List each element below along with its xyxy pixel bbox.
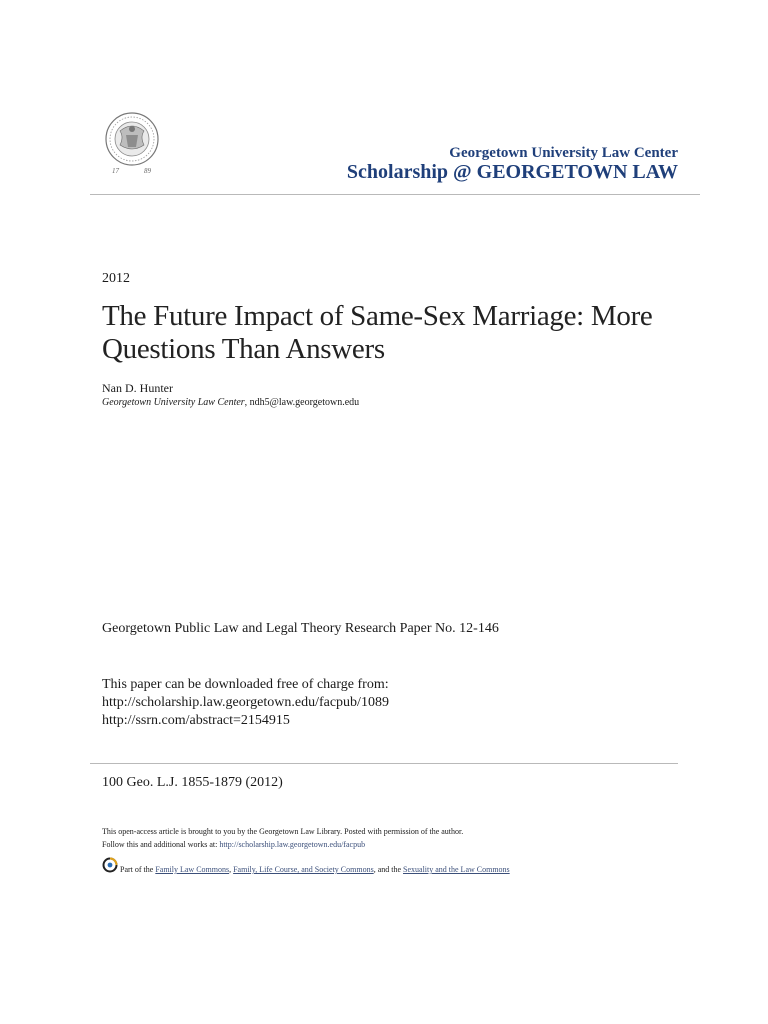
author-email: , ndh5@law.georgetown.edu [244,397,360,408]
publication-year: 2012 [102,271,130,286]
download-url-ssrn[interactable]: http://ssrn.com/abstract=2154915 [102,713,290,728]
institution-name: Georgetown University Law Center [449,145,678,161]
open-access-notice: This open-access article is brought to you by the Georgetown Law Library. Posted with permission of the author. [102,827,464,836]
commons-network-icon [102,857,118,873]
journal-citation: 100 Geo. L.J. 1855-1879 (2012) [102,775,283,790]
affiliation-name: Georgetown University Law Center [102,397,245,408]
title-line-1: The Future Impact of Same-Sex Marriage: More [102,300,653,332]
sexuality-law-commons-link[interactable]: Sexuality and the Law Commons [403,865,510,874]
author-affiliation [102,397,359,408]
facpub-link[interactable]: http://scholarship.law.georgetown.edu/facpub [219,840,366,849]
family-life-course-commons-link[interactable]: Family, Life Course, and Society Commons [233,865,374,874]
family-law-commons-link[interactable]: Family Law Commons [155,865,230,874]
citation-divider [90,763,678,764]
paper-title [102,300,702,366]
research-paper-series: Georgetown Public Law and Legal Theory Research Paper No. 12-146 [102,621,499,636]
seal-year-left: 17 [112,167,119,175]
part-of-prefix: Part of the [120,865,156,874]
author-name: Nan D. Hunter [102,381,173,395]
follow-works-line [102,840,365,849]
separator-1: , [229,865,234,874]
title-line-2: Questions Than Answers [102,333,385,365]
separator-2: , and the [373,865,404,874]
follow-prefix: Follow this and additional works at: [102,840,220,849]
download-url-scholarship[interactable]: http://scholarship.law.georgetown.edu/facpub/1089 [102,695,389,710]
header-divider [90,194,700,195]
download-heading: This paper can be downloaded free of charge from: [102,677,389,692]
part-of-commons-line [120,865,510,874]
repository-name: Scholarship @ GEORGETOWN LAW [346,161,678,183]
seal-year-right: 89 [144,167,151,175]
university-seal-logo [102,107,162,179]
